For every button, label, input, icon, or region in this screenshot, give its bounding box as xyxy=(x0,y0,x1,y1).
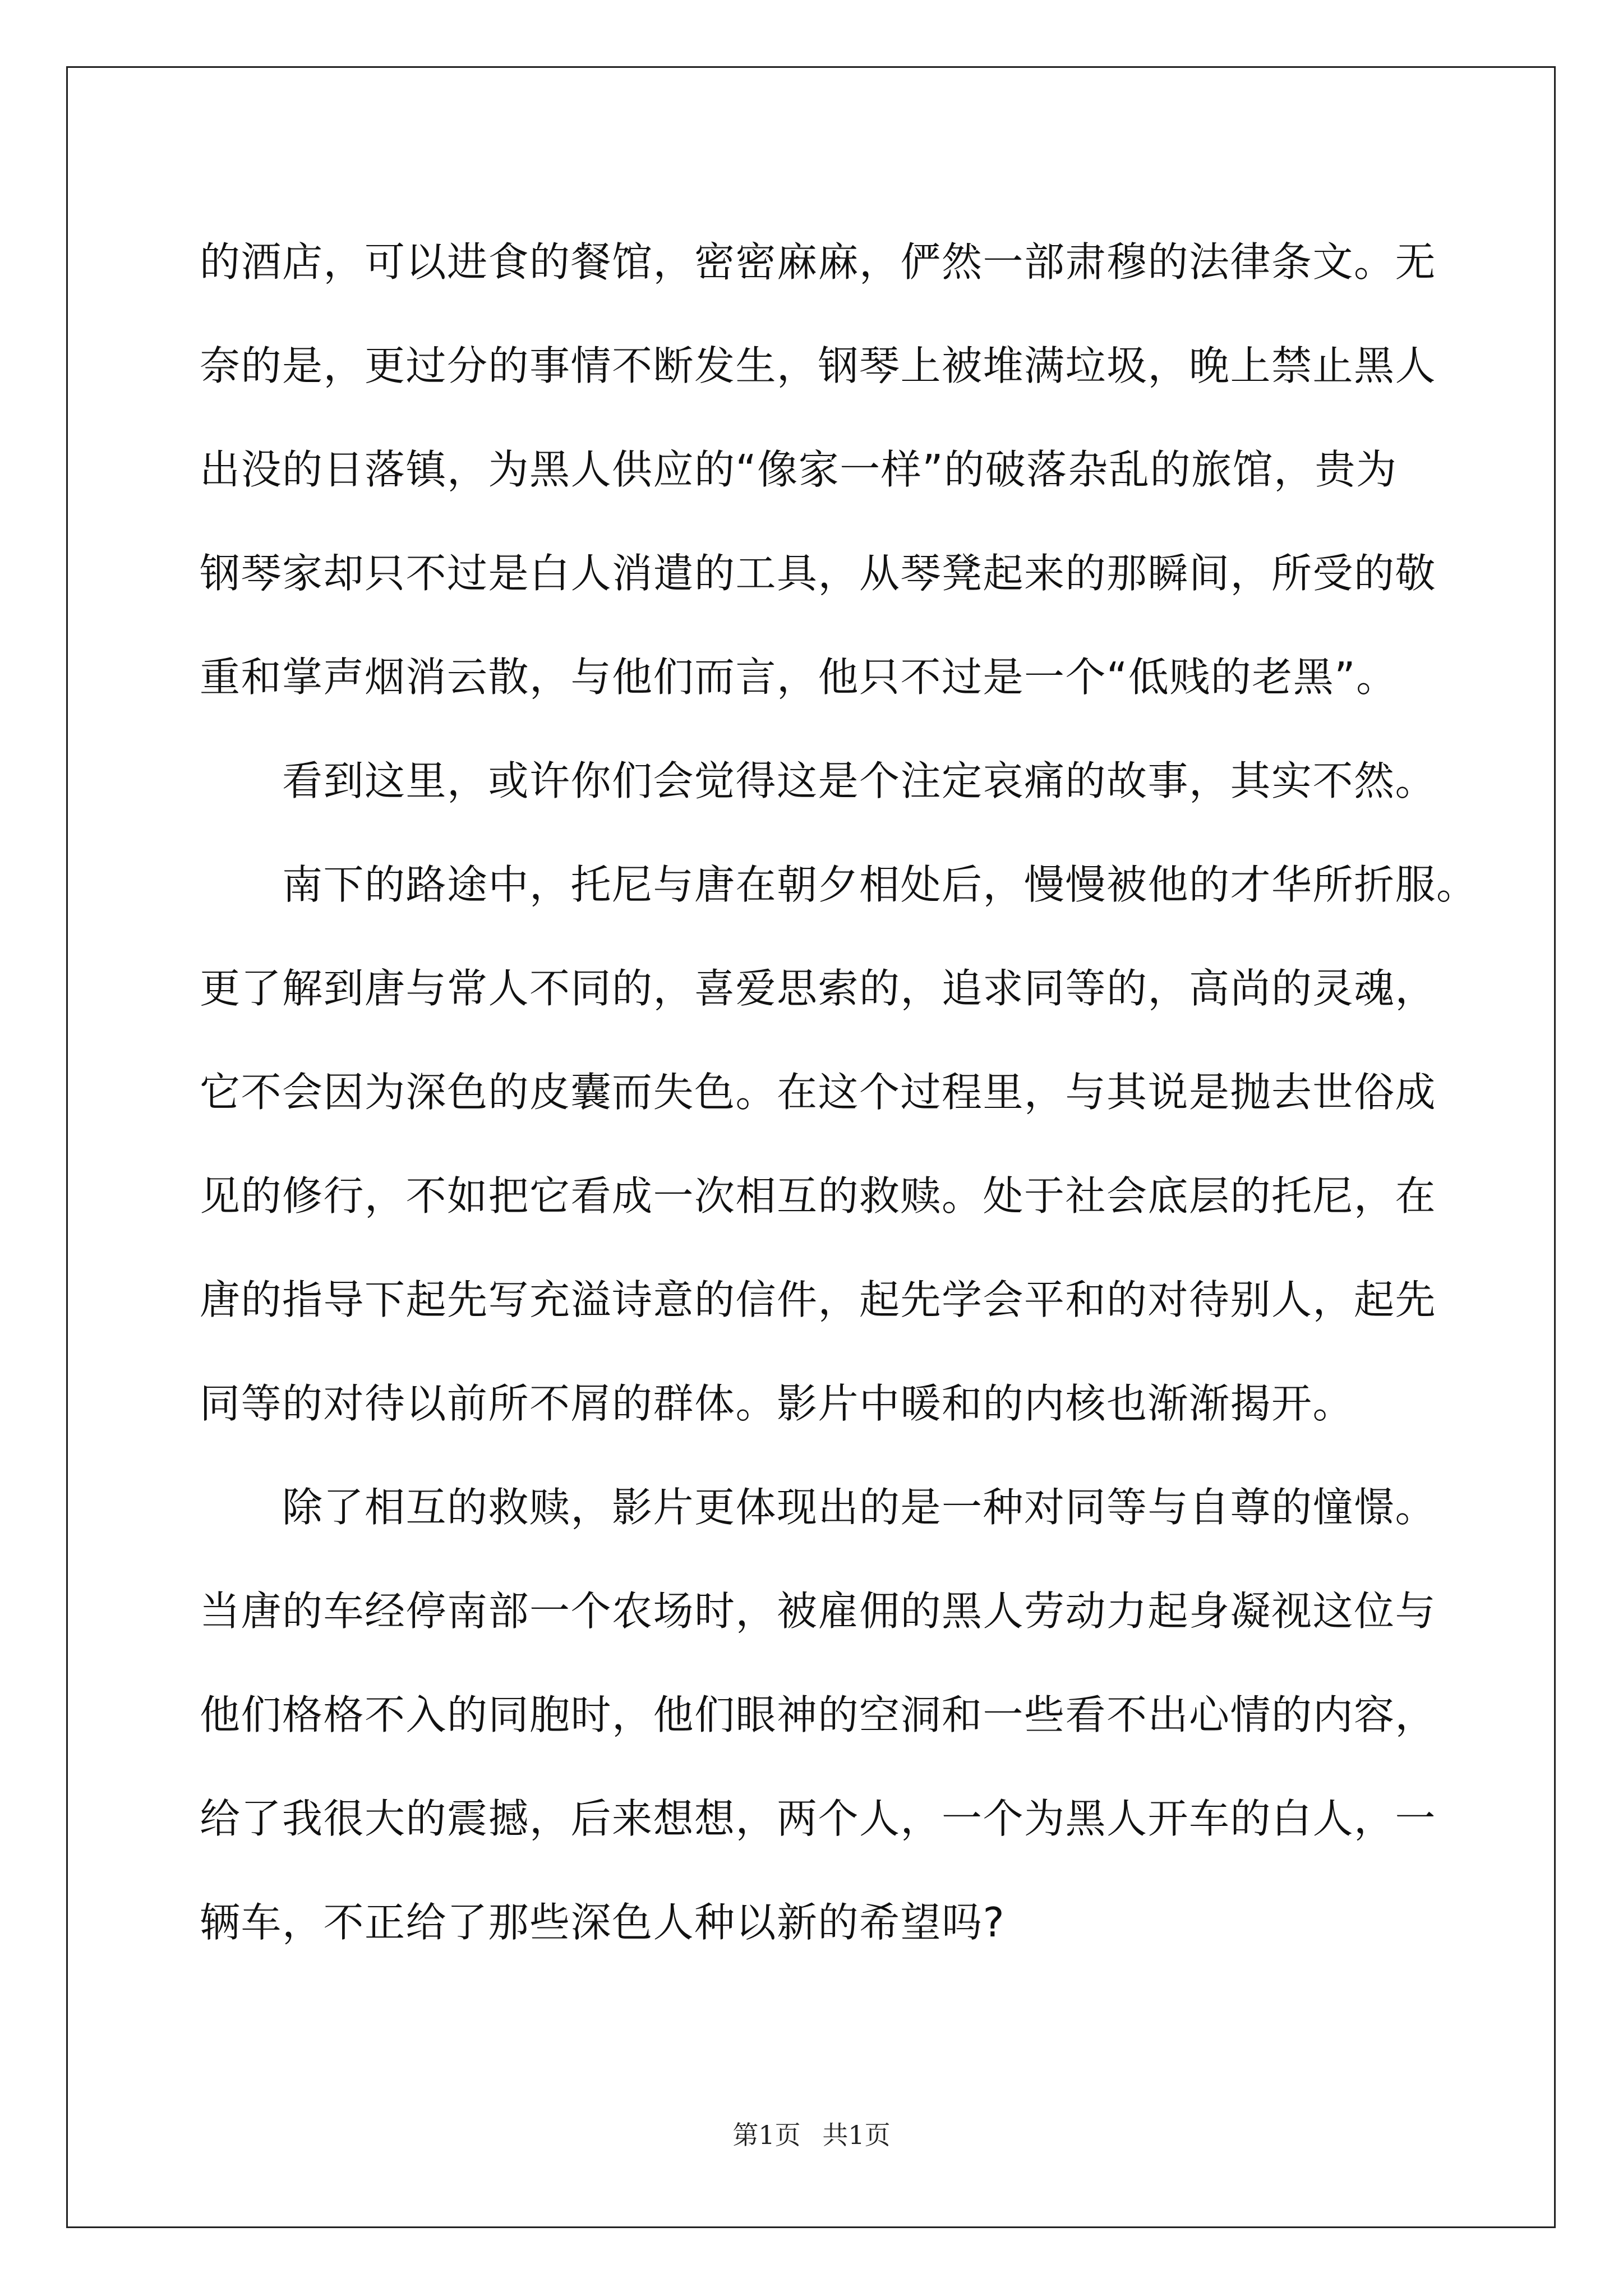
text-line: 重和掌声烟消云散，与他们而言，他只不过是一个“低贱的老黑”。 xyxy=(200,654,1398,701)
text-line: 当唐的车经停南部一个农场时，被雇佣的黑人劳动力起身凝视这位与 xyxy=(200,1588,1437,1635)
text-line: 同等的对待以前所不屑的群体。影片中暖和的内核也渐渐揭开。 xyxy=(200,1380,1354,1427)
text-line: 奈的是，更过分的事情不断发生，钢琴上被堆满垃圾，晚上禁止黑人 xyxy=(200,342,1437,389)
text-line: 看到这里，或许你们会觉得这是个注定哀痛的故事，其实不然。 xyxy=(200,757,1437,804)
text-line: 给了我很大的震撼，后来想想，两个人，一个为黑人开车的白人，一 xyxy=(200,1795,1437,1842)
text-line: 出没的日落镇，为黑人供应的“像家一样”的破落杂乱的旅馆，贵为 xyxy=(200,446,1398,493)
page-total: 共1页 xyxy=(822,2120,891,2150)
text-line: 它不会因为深色的皮囊而失色。在这个过程里，与其说是抛去世俗成 xyxy=(200,1069,1437,1116)
text-line: 他们格格不入的同胞时，他们眼神的空洞和一些看不出心情的内容， xyxy=(200,1691,1437,1738)
text-line: 钢琴家却只不过是白人消遣的工具，从琴凳起来的那瞬间，所受的敬 xyxy=(200,550,1437,597)
text-line: 见的修行，不如把它看成一次相互的救赎。处于社会底层的托尼，在 xyxy=(200,1172,1437,1220)
document-body xyxy=(200,210,1478,1975)
page-number: 第1页 xyxy=(732,2120,801,2150)
text-line: 唐的指导下起先写充溢诗意的信件，起先学会平和的对待别人，起先 xyxy=(200,1276,1437,1323)
text-line: 辆车，不正给了那些深色人种以新的希望吗? xyxy=(200,1899,1006,1946)
text-line: 南下的路途中，托尼与唐在朝夕相处后，慢慢被他的才华所折服。 xyxy=(200,861,1478,908)
page-footer xyxy=(0,2115,1623,2152)
text-line: 的酒店，可以进食的餐馆，密密麻麻，俨然一部肃穆的法律条文。无 xyxy=(200,238,1437,286)
text-line: 除了相互的救赎，影片更体现出的是一种对同等与自尊的憧憬。 xyxy=(200,1484,1437,1531)
text-line: 更了解到唐与常人不同的，喜爱思索的，追求同等的，高尚的灵魂， xyxy=(200,965,1437,1012)
